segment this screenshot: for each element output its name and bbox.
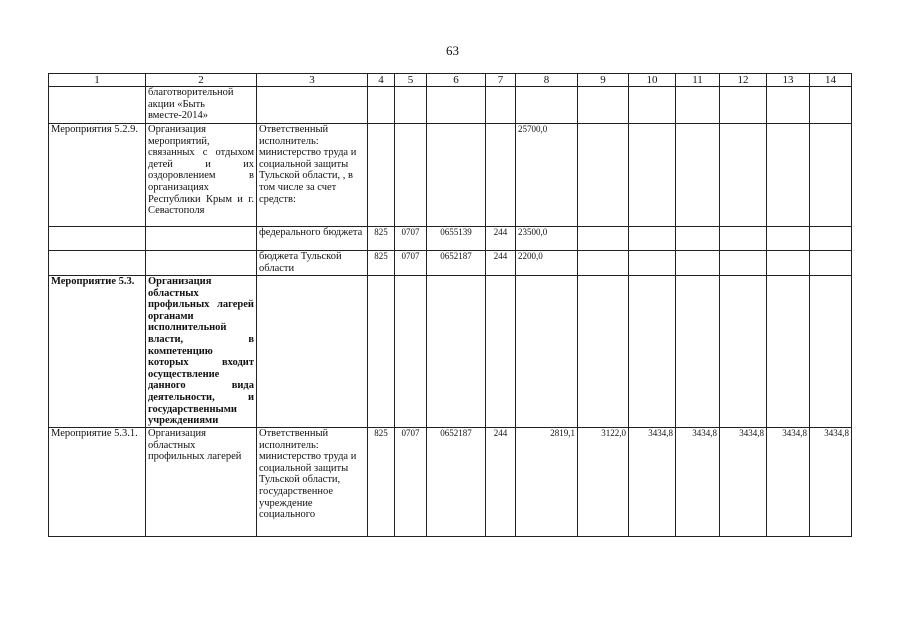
value-cell: 0707 <box>395 227 427 251</box>
value-cell <box>810 251 852 276</box>
value-cell <box>767 251 810 276</box>
value-cell: 3434,8 <box>720 428 767 537</box>
column-header: 4 <box>368 74 395 87</box>
value-cell <box>629 251 676 276</box>
event-name-cell: благотворительной акции «Быть вместе-2014» <box>146 87 257 124</box>
value-cell: 2819,1 <box>516 428 578 537</box>
event-code-cell <box>49 251 146 276</box>
executor-cell: Ответственный исполнитель: министерство труда и социальной защиты Тульской области, , в том числе за счет средств: <box>257 124 368 227</box>
value-cell: 3434,8 <box>629 428 676 537</box>
value-cell: 3122,0 <box>578 428 629 537</box>
value-cell <box>810 227 852 251</box>
value-cell: 825 <box>368 227 395 251</box>
column-header: 7 <box>486 74 516 87</box>
value-cell: 0707 <box>395 251 427 276</box>
event-code-cell: Мероприятие 5.3.1. <box>49 428 146 537</box>
value-cell <box>395 87 427 124</box>
value-cell <box>395 276 427 428</box>
value-cell: 244 <box>486 227 516 251</box>
column-header: 1 <box>49 74 146 87</box>
value-cell <box>486 124 516 227</box>
event-name-cell <box>146 251 257 276</box>
column-header: 11 <box>676 74 720 87</box>
value-cell <box>676 227 720 251</box>
table-row <box>49 428 852 537</box>
value-cell <box>578 87 629 124</box>
value-cell: 0652187 <box>427 251 486 276</box>
value-cell <box>427 124 486 227</box>
event-name-cell <box>146 227 257 251</box>
table-row <box>49 227 852 251</box>
value-cell: 0655139 <box>427 227 486 251</box>
value-cell <box>767 87 810 124</box>
event-code-cell <box>49 87 146 124</box>
value-cell: 0652187 <box>427 428 486 537</box>
value-cell: 825 <box>368 251 395 276</box>
value-cell <box>629 124 676 227</box>
event-code-cell <box>49 227 146 251</box>
value-cell <box>676 124 720 227</box>
page-number: 63 <box>446 43 459 58</box>
executor-cell: федерального бюджета <box>257 227 368 251</box>
column-header: 10 <box>629 74 676 87</box>
value-cell <box>629 227 676 251</box>
value-cell <box>810 124 852 227</box>
budget-table <box>48 73 852 537</box>
executor-cell <box>257 276 368 428</box>
column-header: 12 <box>720 74 767 87</box>
value-cell <box>720 124 767 227</box>
value-cell <box>767 124 810 227</box>
event-code-cell: Мероприятие 5.3. <box>49 276 146 428</box>
value-cell <box>767 276 810 428</box>
value-cell <box>427 276 486 428</box>
value-cell <box>629 87 676 124</box>
value-cell <box>767 227 810 251</box>
table-row <box>49 276 852 428</box>
value-cell <box>516 87 578 124</box>
value-cell <box>486 87 516 124</box>
value-cell: 244 <box>486 428 516 537</box>
value-cell <box>578 276 629 428</box>
value-cell <box>368 87 395 124</box>
value-cell <box>578 124 629 227</box>
value-cell: 25700,0 <box>516 124 578 227</box>
value-cell <box>810 87 852 124</box>
executor-cell <box>257 87 368 124</box>
event-code-cell: Мероприятия 5.2.9. <box>49 124 146 227</box>
table-header-row <box>49 74 852 87</box>
executor-cell: Ответственный исполнитель: министерство труда и социальной защиты Тульской области, государственное учреждение социального <box>257 428 368 537</box>
value-cell <box>676 87 720 124</box>
value-cell <box>720 87 767 124</box>
column-header: 6 <box>427 74 486 87</box>
value-cell <box>395 124 427 227</box>
table-row <box>49 124 852 227</box>
value-cell: 23500,0 <box>516 227 578 251</box>
event-name-cell: Организация областных профильных лагерей <box>146 428 257 537</box>
value-cell <box>720 227 767 251</box>
column-header: 13 <box>767 74 810 87</box>
value-cell <box>578 227 629 251</box>
column-header: 3 <box>257 74 368 87</box>
value-cell <box>427 87 486 124</box>
value-cell <box>368 276 395 428</box>
value-cell: 3434,8 <box>676 428 720 537</box>
value-cell <box>676 276 720 428</box>
executor-cell: бюджета Тульской области <box>257 251 368 276</box>
column-header: 14 <box>810 74 852 87</box>
value-cell: 3434,8 <box>810 428 852 537</box>
value-cell <box>368 124 395 227</box>
event-name-cell: Организация областных профильных лагерей органами исполнительной власти, в компетенцию которых входит осуществление данного вида деятельности, и государственными учреждениями <box>146 276 257 428</box>
value-cell: 244 <box>486 251 516 276</box>
value-cell: 3434,8 <box>767 428 810 537</box>
value-cell <box>720 276 767 428</box>
column-header: 8 <box>516 74 578 87</box>
value-cell: 0707 <box>395 428 427 537</box>
column-header: 9 <box>578 74 629 87</box>
value-cell <box>578 251 629 276</box>
value-cell <box>516 276 578 428</box>
table-row <box>49 87 852 124</box>
event-name-cell: Организация мероприятий, связанных с отдыхом детей и их оздоровлением в организациях Республики Крым и г. Севастополя <box>146 124 257 227</box>
value-cell <box>810 276 852 428</box>
value-cell <box>629 276 676 428</box>
value-cell <box>720 251 767 276</box>
value-cell: 2200,0 <box>516 251 578 276</box>
column-header: 2 <box>146 74 257 87</box>
value-cell: 825 <box>368 428 395 537</box>
table-row <box>49 251 852 276</box>
value-cell <box>486 276 516 428</box>
value-cell <box>676 251 720 276</box>
column-header: 5 <box>395 74 427 87</box>
